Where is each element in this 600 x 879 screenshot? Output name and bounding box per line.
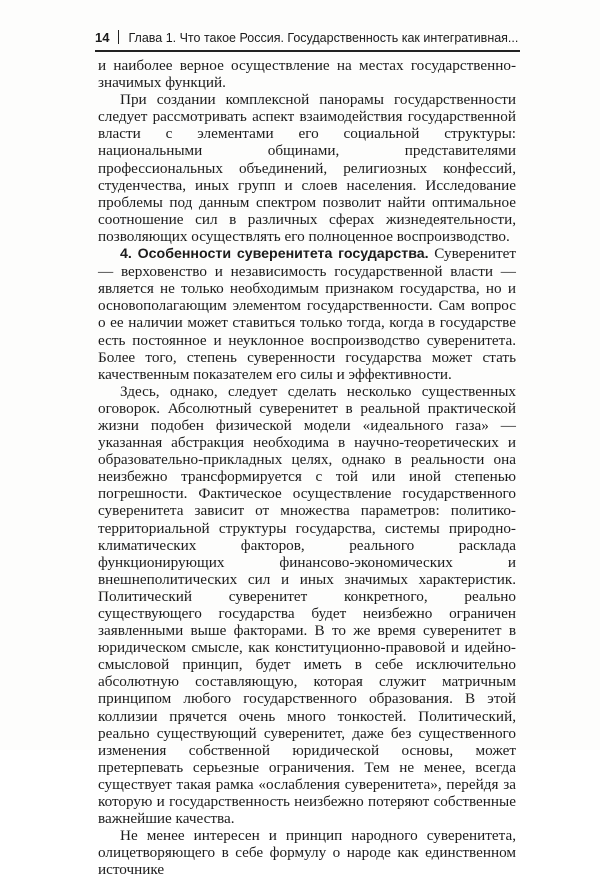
running-header [95,30,519,52]
header-rule [95,50,520,52]
header-separator [118,30,119,44]
section-heading: 4. Особенности суверенитета государства. [120,246,429,263]
running-title: Глава 1. Что такое Россия. Государственность как интегративная... [128,31,519,45]
paragraph-sovereignty-section [98,245,516,383]
section-text: Суверенитет — верховенство и независимость государственной власти — является не только необходимым признаком государства, но и основополагающим элементом государственности. Сам вопрос о ее наличии может ставиться только тогда, когда в государстве есть постоянное и неуклонное воспроизводство суверенитета. Более того, степень суверенности государства может стать качественным показателем его силы и эффективности. [98,245,516,383]
paragraph-popular-sovereignty: Не менее интересен и принцип народного суверенитета, олицетворяющего в себе формулу о народе как единственном источнике [98,827,516,879]
paragraph-panorama: При создании комплексной панорамы государственности следует рассмотривать аспект взаимодействия государственной власти с элементами его социальной структуры: национальными общинами, представителями профессиональных объединений, религиозных конфессий, студенчества, иных групп и слоев населения. Исследование проблемы под данным спектром позволит найти оптимальное соотношение сил в различных сферах жизнедеятельности, позволяющих осуществлять его полноценное воспроизводство. [98,91,516,245]
page-number: 14 [95,30,110,45]
body-text [98,57,516,879]
paragraph-continuation: и наиболее верное осуществление на местах государственно-значимых функций. [98,57,516,92]
paragraph-reservations: Здесь, однако, следует сделать несколько существенных оговорок. Абсолютный суверенитет в реальной практической жизни подобен физической модели «идеального газа» — указанная абстракция необходима в научно-теоретических и образовательно-прикладных целях, однако в реальности она неизбежно трансформируется с той или иной степенью погрешности. Фактическое осуществление государственного суверенитета зависит от множества параметров: политико-территориальной структуры государства, системы природно-климатических факторов, реального расклада функционирующих финансово-экономических и внешнеполитических сил и иных значимых характеристик. Политический суверенитет конкретного, реально существующего государства будет неизбежно ограничен заявленными выше факторами. В то же время суверенитет в юридическом смысле, как конституционно-правовой и идейно-смысловой принцип, будет иметь в себе исключительно абсолютную составляющую, которая служит матричным принципом любого государственного образования. В этой коллизии прячется очень много тонкостей. Политический, реально существующий суверенитет, даже без существенного изменения собственной юридической основы, может претерпевать серьезные ограничения. Тем не менее, всегда существует такая рамка «ослабления суверенитета», перейдя за которую и государственность неизбежно потеряют собственные важнейшие качества. [98,382,516,828]
